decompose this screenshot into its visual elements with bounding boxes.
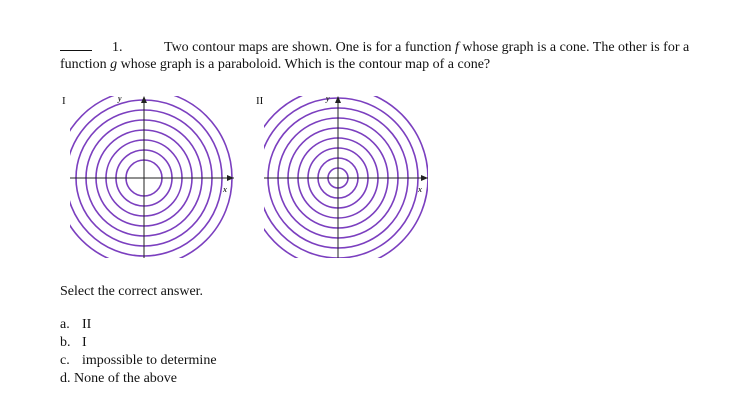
y-axis-arrow bbox=[335, 96, 341, 103]
question-number: 1. bbox=[112, 40, 123, 55]
choice-d-text: d. None of the above bbox=[60, 371, 178, 386]
choice-b-letter: b. bbox=[60, 335, 71, 350]
function-f: f bbox=[455, 40, 459, 55]
choice-c[interactable] bbox=[60, 352, 217, 370]
choice-b-text: I bbox=[82, 335, 87, 350]
map-2-y-axis-label: y bbox=[326, 94, 330, 103]
choice-c-letter: c. bbox=[60, 353, 70, 368]
contour-group bbox=[256, 92, 428, 262]
contour-map-2 bbox=[256, 92, 436, 262]
x-axis-arrow bbox=[227, 175, 234, 181]
choice-a-text: II bbox=[82, 317, 92, 332]
question-text-part1: Two contour maps are shown. One is for a function bbox=[164, 40, 456, 55]
question-text bbox=[60, 38, 725, 73]
map-2-x-axis-label: x bbox=[418, 185, 422, 194]
map-1-x-axis-label: x bbox=[223, 185, 227, 194]
map-1-label: I bbox=[62, 95, 66, 107]
choice-a-letter: a. bbox=[60, 317, 70, 332]
choice-b[interactable] bbox=[60, 334, 217, 352]
contour-group bbox=[62, 92, 232, 262]
map-2-label: II bbox=[256, 95, 264, 107]
choice-a[interactable] bbox=[60, 316, 217, 334]
question-text-part3: whose graph is a paraboloid. Which is the contour map of a cone? bbox=[117, 57, 491, 72]
instruction-text: Select the correct answer. bbox=[60, 284, 204, 299]
choice-d[interactable] bbox=[60, 370, 217, 388]
choice-c-text: impossible to determine bbox=[82, 353, 217, 368]
contour-map-1 bbox=[62, 92, 242, 262]
question-text-part2: whose graph is a cone. The other is for a function bbox=[60, 40, 690, 72]
x-axis-arrow bbox=[421, 175, 428, 181]
answer-blank bbox=[60, 38, 92, 51]
function-g: g bbox=[110, 57, 118, 72]
map-1-y-axis-label: y bbox=[118, 94, 122, 103]
answer-choices bbox=[60, 316, 217, 388]
